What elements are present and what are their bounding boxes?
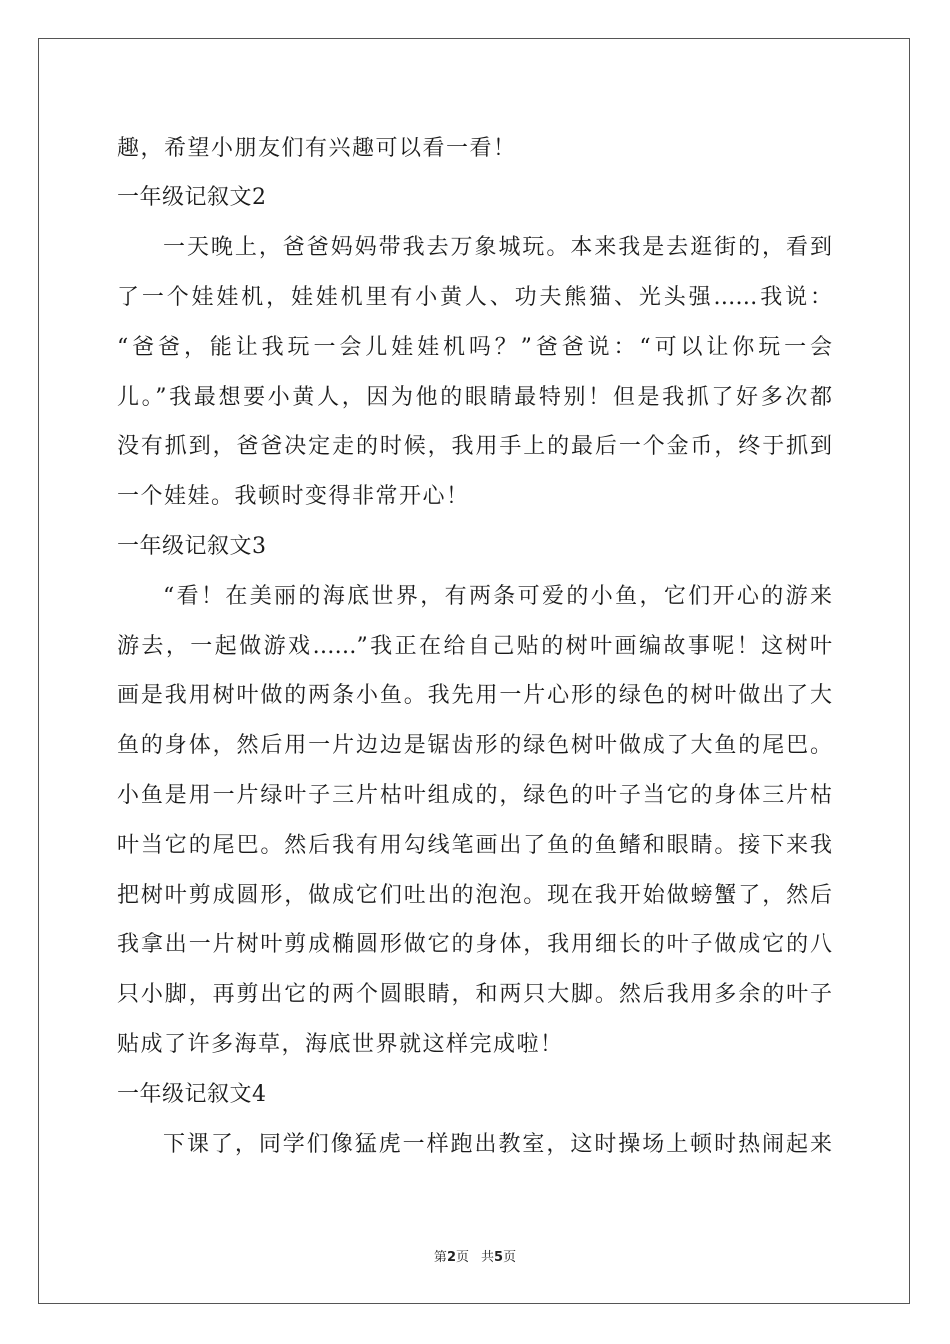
- paragraph-line: 下课了，同学们像猛虎一样跑出教室，这时操场上顿时热闹起来: [163, 1132, 832, 1157]
- paragraph-line: 把树叶剪成圆形，做成它们吐出的泡泡。现在我开始做螃蟹了，然后: [117, 883, 832, 908]
- paragraph-line: 只小脚，再剪出它的两个圆眼睛，和两只大脚。然后我用多余的叶子: [117, 982, 832, 1007]
- page-footer: [0, 1250, 950, 1266]
- paragraph-line: 我拿出一片树叶剪成椭圆形做它的身体，我用细长的叶子做成它的八: [117, 932, 832, 957]
- paragraph-line: 叶当它的尾巴。然后我有用勾线笔画出了鱼的鱼鳍和眼睛。接下来我: [117, 833, 832, 858]
- paragraph-line: 贴成了许多海草，海底世界就这样完成啦！: [117, 1032, 564, 1057]
- total-page-count: 5: [494, 1250, 504, 1265]
- section-heading: 一年级记叙文4: [117, 1082, 267, 1107]
- paragraph-line: 一个娃娃。我顿时变得非常开心！: [117, 484, 470, 509]
- total-pages-prefix: 共: [481, 1250, 495, 1265]
- page-number-suffix: 页: [455, 1250, 469, 1265]
- paragraph-line: 小鱼是用一片绿叶子三片枯叶组成的，绿色的叶子当它的身体三片枯: [117, 783, 832, 808]
- paragraph-line: 没有抓到，爸爸决定走的时候，我用手上的最后一个金币，终于抓到: [117, 434, 832, 459]
- total-pages-suffix: 页: [503, 1250, 517, 1265]
- paragraph-line: “爸爸，能让我玩一会儿娃娃机吗？”爸爸说：“可以让你玩一会: [117, 335, 832, 360]
- text-line: 趣，希望小朋友们有兴趣可以看一看！: [117, 136, 517, 161]
- paragraph-line: 了一个娃娃机，娃娃机里有小黄人、功夫熊猫、光头强……我说：: [117, 285, 832, 310]
- paragraph-line: “看！在美丽的海底世界，有两条可爱的小鱼，它们开心的游来: [163, 584, 832, 609]
- section-heading: 一年级记叙文3: [117, 534, 267, 559]
- paragraph-line: 儿。”我最想要小黄人，因为他的眼睛最特别！但是我抓了好多次都: [117, 385, 832, 410]
- paragraph-line: 一天晚上，爸爸妈妈带我去万象城玩。本来我是去逛街的，看到: [163, 235, 832, 260]
- paragraph-line: 鱼的身体，然后用一片边边是锯齿形的绿色树叶做成了大鱼的尾巴。: [117, 733, 832, 758]
- paragraph-line: 画是我用树叶做的两条小鱼。我先用一片心形的绿色的树叶做出了大: [117, 683, 832, 708]
- section-heading: 一年级记叙文2: [117, 185, 267, 210]
- paragraph-line: 游去，一起做游戏……”我正在给自己贴的树叶画编故事呢！这树叶: [117, 634, 832, 659]
- page-number-prefix: 第: [433, 1250, 447, 1265]
- current-page-number: 2: [446, 1250, 456, 1265]
- page-frame: [38, 38, 910, 1304]
